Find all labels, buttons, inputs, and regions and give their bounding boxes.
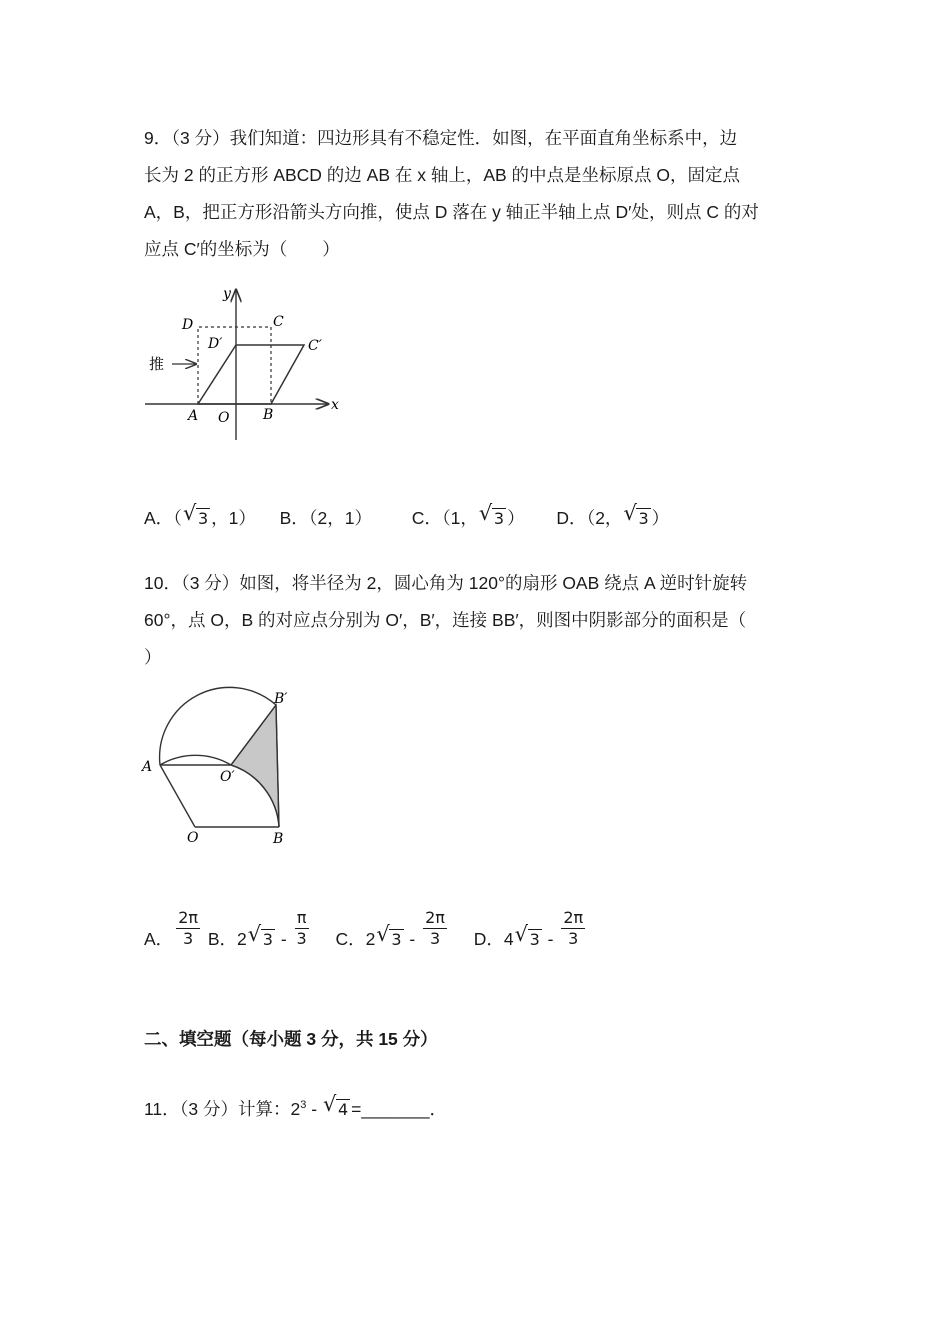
q9-line-2: 长为 2 的正方形 ABCD 的边 AB 在 x 轴上，AB 的中点是坐标原点 O，固定点 — [144, 165, 741, 185]
shaded-region — [231, 705, 279, 827]
O-label: O — [218, 410, 230, 426]
fraction: $\frac{\pi}{3}$ — [296, 908, 307, 948]
q10-option-b: B．2 √ 3 - $\frac{\pi}{3}$ — [208, 929, 312, 949]
sqrt-symbol: √ 3 — [514, 922, 540, 950]
q9-line-3: A，B，把正方形沿箭头方向推，使点 D 落在 y 轴正半轴上点 D′处，则点 C 的对 — [144, 202, 759, 222]
B-label: B — [263, 407, 274, 423]
sqrt-symbol: √ 3 — [376, 922, 402, 950]
sqrt-symbol: √ 3 — [478, 501, 505, 528]
C-prime-label: C′ — [308, 338, 322, 354]
arc-A-Oprime — [160, 755, 231, 765]
q10-figure — [140, 685, 310, 850]
D-prime-label: D′ — [208, 336, 223, 352]
D-label: D — [182, 317, 194, 333]
sqrt-symbol: √ 3 — [182, 501, 209, 528]
q10-options — [144, 908, 588, 961]
fraction: $\frac{2\pi}{3}$ — [178, 908, 198, 948]
C-label: C — [273, 314, 284, 330]
sqrt-symbol: √ 3 — [623, 501, 649, 528]
q10-option-a: A． $\frac{2\pi}{3}$ — [144, 908, 198, 950]
sqrt-symbol: √ 3 — [247, 922, 273, 950]
q10-option-d: D．4 √ 3 - $\frac{2\pi}{3}$ — [474, 929, 588, 949]
A-label: A — [188, 408, 199, 424]
sqrt-symbol: √ 4 — [322, 1091, 349, 1119]
segment-A-O — [160, 765, 195, 827]
fraction: $\frac{2\pi}{3}$ — [563, 908, 584, 948]
Oprime-label: O′ — [220, 769, 235, 785]
q9-line-4: 应点 C′的坐标为（ ） — [144, 239, 340, 259]
B-label: B — [273, 831, 284, 847]
q10-option-c: C．2 √ 3 - $\frac{2\pi}{3}$ — [335, 929, 449, 949]
Bprime-label: B′ — [274, 691, 288, 707]
q9-option-c: C．（1， √ 3 ） — [412, 508, 525, 528]
x-label: x — [331, 397, 339, 413]
q9-option-b: B．（2，1） — [279, 508, 372, 528]
parallelogram — [198, 345, 304, 404]
A-label: A — [142, 759, 153, 775]
q10-line-1: 10．（3 分）如图，将半径为 2，圆心角为 120°的扇形 OAB 绕点 A 逆时针旋转 — [144, 573, 748, 593]
answer-blank[interactable]: =_______． — [351, 1098, 447, 1119]
section-heading: 二、填空题（每小题 3 分，共 15 分） — [144, 1029, 438, 1049]
q11-line: 11．（3 分）计算：$2^3$ - √ 4 =_______． — [144, 1093, 447, 1122]
O-label: O — [187, 830, 199, 846]
q9-line-1: 9．（3 分）我们知道：四边形具有不稳定性．如图，在平面直角坐标系中，边 — [144, 128, 738, 148]
fraction: $\frac{2\pi}{3}$ — [425, 908, 445, 948]
y-label: y — [223, 286, 231, 302]
q10-line-3: ） — [144, 647, 162, 667]
q9-options — [144, 501, 670, 531]
q10-line-2: 60°，点 O，B 的对应点分别为 O′，B′，连接 BB′，则图中阴影部分的面积是（ — [144, 610, 747, 630]
q9-figure — [140, 282, 360, 447]
q9-option-d: D．（2， √ 3 ） — [556, 508, 669, 528]
q9-option-a: A．（ √ 3 ，1） — [144, 508, 256, 528]
push-label: 推 — [149, 355, 165, 373]
